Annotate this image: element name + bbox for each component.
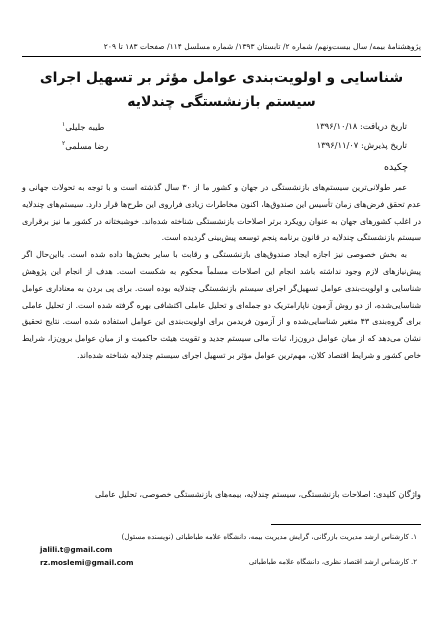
footnote-2: ۲. کارشناس ارشد اقتصاد نظری، دانشگاه علامه طباطبائی bbox=[248, 558, 417, 566]
header-rule bbox=[22, 56, 421, 57]
author-2-email[interactable]: rz.moslemi@gmail.com bbox=[40, 558, 134, 567]
paper-title-line-2: سیستم بازنشستگی چندلایه bbox=[127, 94, 316, 110]
footnote-1: ۱. کارشناس ارشد مدیریت بازرگانی، گرایش مدیریت بیمه، دانشگاه علامه طباطبائی (نویسنده مسئول) bbox=[121, 533, 417, 541]
author-1-name: طیبه جلیلی bbox=[65, 121, 105, 132]
author-2-mark: ۲ bbox=[62, 140, 66, 147]
author-1-mark: ۱ bbox=[62, 121, 66, 128]
received-date: تاریخ دریافت: ۱۳۹۶/۱۰/۱۸ bbox=[315, 121, 407, 131]
abstract-heading: چکیده bbox=[384, 162, 408, 173]
abstract-body bbox=[22, 180, 421, 365]
author-1-email[interactable]: jalili.t@gmail.com bbox=[40, 545, 113, 554]
footnote-rule bbox=[271, 524, 421, 525]
keywords-label: واژگان کلیدی: bbox=[373, 489, 421, 499]
abstract-paragraph-2: به بخش خصوصی نیز اجازه ایجاد صندوق‌های بازنشستگی و رقابت با سایر بخش‌ها داده شده است. بااین‌حال اگر پیش‌نیازهای لازم وجود نداشته باشد انجام این اصلاحات مسلماً محکوم به شکست است. هدف از انجام این پژوهش شناسایی و اولویت‌بندی عوامل تسهیل‌گر اجرای سیستم بازنشستگی چندلایه بوده است. برای پی بردن به معناداری عوامل شناسایی‌شده، از دو روش آزمون ناپارامتریک دو جمله‌ای و تحلیل عاملی اکتشافی بهره گرفته شده است. از تحلیل عاملی برای گروه‌بندی ۴۳ متغیر شناسایی‌شده و از آزمون فریدمن برای اولویت‌بندی این عوامل استفاده شده است. نتایج تحقیق نشان می‌دهد که از میان عوامل درون‌زا، ثبات مالی سیستم جدید و تقویت هیئت حاکمیت و از میان عوامل برون‌زا، شرایط خاص کشور و شرایط اقتصاد کلان، مهم‌ترین عوامل مؤثر بر تسهیل اجرای سیستم چندلایه شناخته شده‌اند. bbox=[22, 250, 421, 360]
accepted-date: تاریخ پذیرش: ۱۳۹۶/۱۱/۰۷ bbox=[316, 140, 407, 150]
author-1 bbox=[62, 121, 104, 132]
author-2 bbox=[62, 140, 108, 151]
paper-title-line-1: شناسایی و اولویت‌بندی عوامل مؤثر بر تسهیل اجرای bbox=[39, 70, 404, 86]
keywords-text: اصلاحات بازنشستگی، سیستم چندلایه، بیمه‌های بازنشستگی خصوصی، تحلیل عاملی bbox=[94, 490, 371, 499]
running-head: پژوهشنامهٔ بیمه/ سال بیست‌ونهم/ شماره ۲/ تابستان ۱۳۹۳/ شماره مسلسل ۱۱۴/ صفحات ۱۸۳ تا ۲۰۹ bbox=[103, 42, 421, 51]
abstract-paragraph-1: عمر طولانی‌ترین سیستم‌های بازنشستگی در جهان و کشور ما از ۳۰ سال گذشته است و با توجه به تحولات جهانی و عدم تحقق فرض‌های زمان تأسیس این صندوق‌ها، اکنون مخاطرات زیادی فراروی این طرح‌ها قرار دارد. سیستم‌های چندلایه در اغلب کشورهای جهان به عنوان رویکرد برتر اصلاحات بازنشستگی شناخته شده‌اند. خوشبختانه در کشور ما نیز برقراری سیستم بازنشستگی چندلایه در قانون برنامه پنجم توسعه پیش‌بینی گردیده است. bbox=[22, 183, 421, 243]
author-2-name: رضا مسلمی bbox=[65, 140, 109, 151]
keywords bbox=[22, 486, 421, 504]
